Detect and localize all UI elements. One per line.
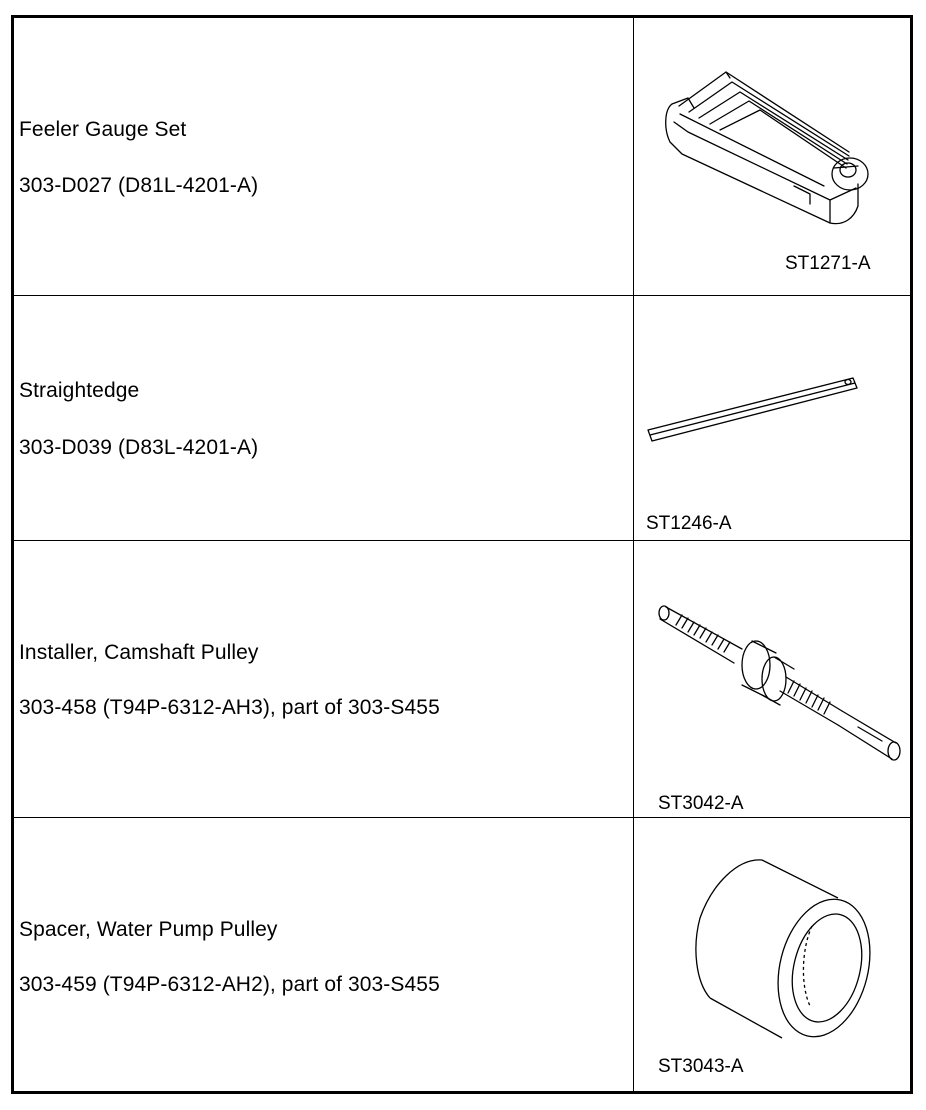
tool-description-cell xyxy=(14,296,634,540)
tool-number: 303-D039 (D83L-4201-A) xyxy=(19,436,259,459)
tool-number: 303-458 (T94P-6312-AH3), part of 303-S455 xyxy=(19,696,440,719)
tool-name: Spacer, Water Pump Pulley xyxy=(19,918,278,941)
tool-name: Straightedge xyxy=(19,379,140,402)
table-row xyxy=(14,296,910,541)
table-row xyxy=(14,818,910,1091)
tool-illustration-cell xyxy=(634,296,910,540)
illustration-label: ST1271-A xyxy=(785,253,871,274)
water-pump-pulley-spacer-icon xyxy=(634,818,910,1091)
camshaft-pulley-installer-icon xyxy=(634,541,910,817)
tool-illustration-cell xyxy=(634,18,910,295)
table-row xyxy=(14,541,910,818)
illustration-label: ST3042-A xyxy=(658,793,744,814)
illustration-label: ST3043-A xyxy=(658,1056,744,1077)
special-tools-table xyxy=(11,15,913,1094)
tool-name: Installer, Camshaft Pulley xyxy=(19,641,259,664)
tool-description-cell xyxy=(14,818,634,1091)
illustration-label: ST1246-A xyxy=(646,513,732,534)
tool-number: 303-459 (T94P-6312-AH2), part of 303-S455 xyxy=(19,973,440,996)
tool-illustration-cell xyxy=(634,818,910,1091)
tool-illustration-cell xyxy=(634,541,910,817)
straightedge-icon xyxy=(634,296,910,540)
tool-name: Feeler Gauge Set xyxy=(19,118,187,141)
tool-description-cell xyxy=(14,541,634,817)
table-row xyxy=(14,18,910,296)
tool-number: 303-D027 (D81L-4201-A) xyxy=(19,174,259,197)
tool-description-cell xyxy=(14,18,634,295)
